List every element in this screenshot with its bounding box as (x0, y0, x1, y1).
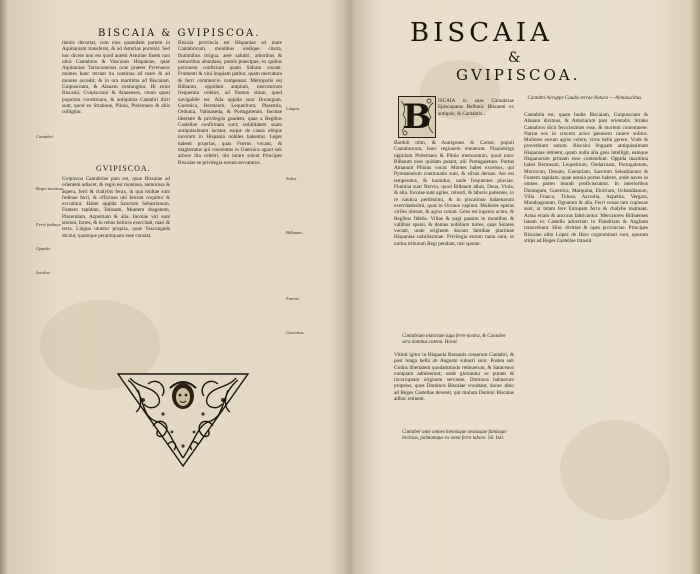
left-margin-note: Fueros. (286, 296, 300, 301)
right-column-1-lead: ISCAIA in suas Cantabriae Episcopatus Bellunic Biscaeni ex antiquis, & Cantabris... (438, 98, 514, 117)
decorated-initial-b: B (398, 96, 436, 138)
left-column-1-bottom: Gvipiscoa Cantabriae pars est, quae Biscaiae ad orientem adiacet, & regio est montosa, nemorosa & aspera, ferri & chalybis ferax, in qua multae sunt fodinae ferri, & officinae ubi ferrum coquitur & excuditur. Habet oppida Sanctum Sebastianum, Fontem rapidam, Tolosam, Montem dragonem, Placentiam, Azpeitiam & alia. Incolae viri sunt strenui, fortes, & in rebus bellicis exercitati, mari & terra. Lingua utuntur propria, quae Vascongada dicitur, quamque perantiquam esse constat. (62, 176, 170, 239)
left-column-2: Biscaia provincia est Hispaniae ad mare Cantabricum, montibus undique cincta, fluminibus irrigua, aere salubri, arboribus & nemoribus abundans, pomis praecipue, ex quibus potionem conficiunt quam Sidram vocant. Frumenti & vini inopiam patitur, quam mercatura & ferri commercio compensat. Metropolis est Bilbaum, oppidum amplum, mercatorum frequentia celebre, ad flumen situm, quod navigabile est. Alia oppida sunt Durangum, Guernica, Bermeum, Lequeitium, Plasentia, Ordunia, Valmaseda, & Portugaletum. Incolae libertate & privilegiis gaudent, quae a Regibus Castellae confirmata sunt; nobilitatem suam antiquissimam iactant, eaque de causa ubique locorum in Hispania nobiles habentur. Leges habent proprias, quas Fueros vocant, & magistratus qui conventus in Guernica agunt sub arbore illa celebri, ubi iurare solent Principes Biscaiae se privilegia eorum servaturos. (178, 40, 282, 166)
left-margin-note: Sidra. (286, 176, 298, 181)
left-margin-note: Ferri fodinae. (36, 222, 62, 227)
right-column-1-verse: Cantabrum indoctum iuga ferre nostra, & Cantaber sera domitus catena. Horat. (402, 334, 507, 345)
left-subheading-gvipiscoa: GVIPISCOA. (96, 164, 151, 173)
left-column-1-top: tientis decurtat, cum eius quamdam partem in Aquitaniam transferat, & ad Asturias porrexit. Sed hoc dicere non est quod autem Asturiae finem non ultrà Cantabros & Vascones Hispaniae, quae Aquitaniae Tarraconensis orae praeter Pyrenaeos montes hanc terram ita continua ad mare & ad montes accedit; & in ora maritima ad Biscaiam, Guipuscoam, & Alauam coniungitur. Hi enim Biscaini, Gvipiscoani & Alauenses, vnum quasi populum constituunt, & antiquitus Cantabri dicti sunt, quod ex Strabone, Plinio, Ptolemaeo & aliis colligitur. (62, 40, 170, 116)
right-column-2: Cantabria est, quam hodie Biscaiam, Guipuscoam & Alauam dicimus, & Asturiarum pars orientalis. Strabo Cantabros dicit ferocissimos esse, & mortem contemnere. Narrat eos in crucem actos paeanem canere solitos. Mulieres eorum agros colere, viros bella gerere. Vnde & proverbium natum. Biscaini linguam antiquissimam Hispaniae retinent, quam nulla alia gens intelligit, eamque Hispanorum primam esse contendunt. Oppida maritima habet Bermeum, Lequeitium, Ondarroam, Portugaletum, Motricum, Deuam, Guetariam, Sanctum Sebastianum & Fontem rapidam, quae omnia portus habent, unde naves in omnes partes mundi proficiscuntur. In interioribus Durangum, Guernica, Marquina, Elorrium, Ochandianum, Villa Franca, Tolosa, Azcoitia, Azpeitia, Vergara, Mondragonum, Ognatum & alia. Ferri venae tam copiosae sunt, ut totam fere Europam ferro & chalybe instruant. Arma etiam & ancoras fabricantur. Mercatores Bilbaenses lanam ex Castella advectam in Flandriam & Angliam transvehunt. Hinc divitiae & opes provinciae. Principes Biscaiae olim Lopez de Haro cognominati sunt, quorum stirps ad Reges Castellae transiit. (524, 112, 648, 244)
left-page-header: BISCAIA & GVIPISCOA. (98, 28, 261, 39)
right-page-subtitle: GVIPISCOA. (456, 66, 581, 84)
right-column-1-bottom: Vltimi igitur in Hispania Romanis cesserunt Cantabri, & post longa bella ab Augusto subacti sunt. Postea sub Gothis libertatem quodammodo retinuerunt, & Saracenos nunquam admiserunt; unde gloriantur se puram & incorruptam originem servasse. Dominos habuerunt proprios, quos Dominos Biscaiae vocabant, donec ditio ad Reges Castellae devenit, qui titulum Domini Biscaiae adhuc retinent. (394, 352, 514, 403)
right-page (352, 0, 700, 574)
left-margin-note: Oppida. (36, 246, 51, 251)
left-margin-note: Guernica. (286, 330, 305, 335)
right-page-title-ampersand: & (508, 50, 523, 66)
tailpiece-ornament (108, 366, 258, 471)
right-column-1-verse-2: Cantaber ante omnes hiemisque aestusque famisque Invictus, palmamque ex omni ferre labore. Sil. Ital. (402, 430, 507, 441)
right-column-2-heading: Cantabri Acruppe Caudis terrae Natura — Aliminacibus. (527, 96, 643, 101)
right-page-title: BISCAIA (410, 18, 553, 48)
left-margin-note: Bilbaum. (286, 230, 303, 235)
left-margin-note: Cantabri. (36, 134, 54, 139)
left-page (0, 0, 345, 574)
right-column-1: Barduli olim, & Autrigones & Caristi, populi Cantabrorum, hanc regionem tenuerunt. Flauiobriga oppidum Ptolemaeo & Plinio memoratum, quod nunc Bilbaum esse quidam putant, alii Portugaletum. Portus Amanum Plinius vocat. Montes habet excelsos, qui Pyrenaeorum continuatio sunt, & silvas densas. Aer est temperatus, & humidus, unde frequentes pluviae. Flumina sunt Nervio, quod Bilbaum alluit, Deua, Vrola, & alia. Incolae sunt agiles, robusti, & laboris patientes, in re nautica peritissimi, & in piscatione balaenarum exercitatissimi, quas in Oceano capiunt. Mulieres operas viriles obeunt, & agros colunt. Gens est ingenio acuto, & Regibus fidelis. Villae & pagi passim in montibus & vallibus sparsi, & domus nobilium turres, quas Solares vocant, unde originem ducunt familiae plurimae Hispaniae nobilissimae. Privilegia eorum tanta sunt, ut nullus tributum Regi pendant, nisi sponte. (394, 140, 514, 247)
left-margin-note: Regio montosa. (36, 186, 65, 191)
left-margin-note: Lingua. (286, 106, 301, 111)
left-margin-note: Incolae. (36, 270, 51, 275)
